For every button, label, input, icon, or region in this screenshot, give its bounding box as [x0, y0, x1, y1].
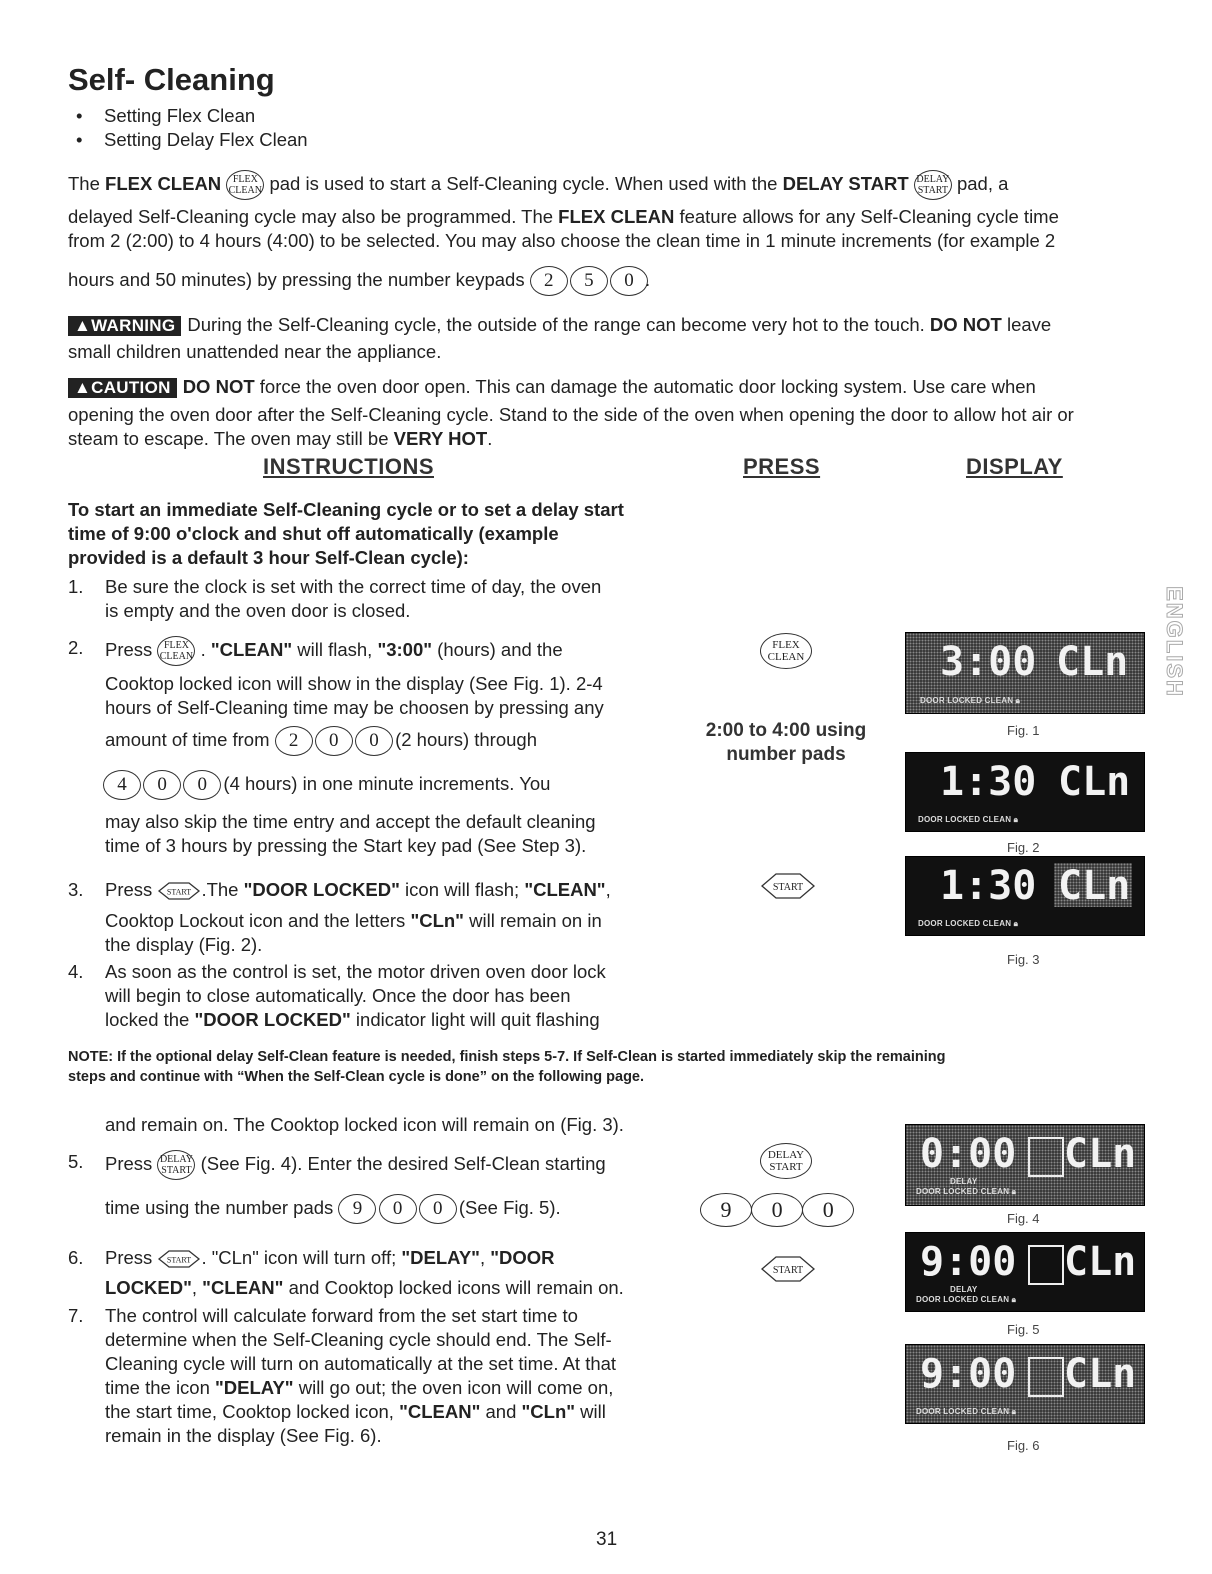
- step-2: 2. Press FLEX CLEAN . "CLEAN" will flash, "3:00" (hours) and the Cooktop locked icon will show in the display (See Fig. 1). 2-4 hours of Self-Cleaning time may be choosen by pressing any amount of time from 2 0 0 (2 hours) through 4 0 0 (4 hours) in one minute increments. You may also skip the time entry and accept the default cleaning time of 3 hours by pressing the Start key pad (See Step 3).: [68, 637, 604, 856]
- flex-clean-pad-icon: FLEX CLEAN: [760, 633, 812, 669]
- caution-label: ▲CAUTION: [68, 378, 177, 398]
- step-1: 1. Be sure the clock is set with the correct time of day, the oven is empty and the oven door is closed.: [68, 576, 602, 621]
- press-range-text: 2:00 to 4:00 using number pads: [705, 720, 867, 765]
- number-4-pad-icon: 4: [103, 770, 141, 800]
- caution-line-3: steam to escape. The oven may still be VERY HOT.: [68, 428, 493, 449]
- lcd-display-fig3: 1:30 CLn DOOR LOCKED CLEAN 🔒︎: [905, 856, 1145, 936]
- blank-digit-box: [1028, 1357, 1064, 1397]
- lock-icon: 🔒︎: [1013, 815, 1019, 824]
- blank-digit-box: [1028, 1137, 1064, 1177]
- intro-line-3: from 2 (2:00) to 4 hours (4:00) to be selected. You may also choose the clean time in 1 minute increments (for example 2: [68, 230, 1056, 251]
- step-5: 5. Press DELAY START (See Fig. 4). Enter the desired Self-Clean starting time using the number pads 9 0 0 (See Fig. 5).: [68, 1150, 668, 1230]
- number-9-pad-icon: 9: [700, 1193, 752, 1227]
- number-5-pad-icon: 5: [570, 266, 608, 296]
- number-0-pad-icon: 0: [183, 770, 221, 800]
- number-0-pad-icon: 0: [143, 770, 181, 800]
- press-header: PRESS: [743, 454, 821, 479]
- warning-line-1: ▲WARNING During the Self-Cleaning cycle, the outside of the range can become very hot to the touch. DO NOT leave: [68, 313, 1148, 337]
- figure-caption: Fig. 1: [1007, 723, 1040, 738]
- blank-digit-box: [1028, 1245, 1064, 1285]
- number-0-pad-icon: 0: [751, 1193, 803, 1227]
- number-0-pad-icon: 0: [419, 1194, 457, 1224]
- step-7: 7. The control will calculate forward from the set start time to determine when the Self-Cleaning cycle should end. The Self- Cleaning cycle will turn on automatically at the set time. At that time the icon "DELAY" will go out; the oven icon will come on, the start time, Cooktop locked icon, "CLEAN" and "CLn" will remain in the display (See Fig. 6).: [68, 1305, 617, 1446]
- page-number: 31: [596, 1529, 618, 1550]
- intro-line-1: The FLEX CLEAN FLEX CLEAN pad is used to start a Self-Cleaning cycle. When used with the DELAY START DELAY START pad, a: [68, 170, 1148, 200]
- start-pad-icon: [760, 1255, 816, 1283]
- press-delay-start-pad: [760, 1143, 812, 1179]
- svg-text:START: START: [167, 887, 192, 897]
- note-text: NOTE: If the optional delay Self-Clean feature is needed, finish steps 5-7. If Self-Clean is started immediately skip the remaining steps and continue with “When the Self-Clean cycle is done” on the following page.: [68, 1049, 946, 1085]
- number-0-pad-icon: 0: [315, 726, 353, 756]
- lock-icon: 🔒︎: [1011, 1295, 1017, 1304]
- step-3: 3. Press START .The "DOOR LOCKED" icon will flash; "CLEAN", Cooktop Lockout icon and the letters "CLn" will remain on in the display (Fig. 2).: [68, 879, 611, 955]
- start-pad-icon: [157, 881, 201, 901]
- number-2-pad-icon: 2: [530, 266, 568, 296]
- figure-caption: Fig. 3: [1007, 952, 1040, 967]
- number-0-pad-icon: 0: [355, 726, 393, 756]
- number-9-pad-icon: 9: [338, 1194, 376, 1224]
- step-4-continued: and remain on. The Cooktop locked icon will remain on (Fig. 3).: [105, 1114, 624, 1135]
- bullet-item: • Setting Delay Flex Clean: [76, 129, 308, 150]
- number-0-pad-icon: 0: [610, 266, 648, 296]
- svg-text:START: START: [772, 882, 804, 893]
- press-start-pad: [760, 872, 816, 906]
- lock-icon: 🔒︎: [1011, 1187, 1017, 1196]
- step-6: 6. Press START . "CLn" icon will turn off; "DELAY", "DOOR LOCKED", "CLEAN" and Cooktop locked icons will remain on.: [68, 1247, 624, 1298]
- warning-triangle-icon: ▲: [74, 316, 92, 335]
- delay-start-pad-icon: DELAY START: [914, 170, 952, 200]
- press-flex-clean-pad: [760, 633, 812, 669]
- step-4: 4. As soon as the control is set, the motor driven oven door lock will begin to close automatically. Once the door has been locked the "DOOR LOCKED" indicator light will quit flashing: [68, 961, 606, 1030]
- start-pad-icon: [157, 1249, 201, 1269]
- start-pad-icon: [760, 872, 816, 900]
- delay-start-pad-icon: DELAY START: [157, 1150, 195, 1180]
- lock-icon: 🔒︎: [1015, 696, 1021, 705]
- display-header: DISPLAY: [966, 454, 1063, 479]
- instructions-header: INSTRUCTIONS: [263, 454, 434, 479]
- lead-text: To start an immediate Self-Cleaning cycle or to set a delay start time of 9:00 o'clock and shut off automatically (example provided is a default 3 hour Self-Clean cycle):: [68, 499, 624, 568]
- warning-label: ▲WARNING: [68, 316, 181, 336]
- flex-clean-pad-icon: FLEX CLEAN: [226, 170, 264, 200]
- language-side-tab: ENGLISH: [1162, 586, 1187, 698]
- intro-line-4: hours and 50 minutes) by pressing the number keypads 2 5 0 .: [68, 266, 1148, 296]
- lcd-display-fig1: 3:00 CLn DOOR LOCKED CLEAN 🔒︎: [905, 632, 1145, 714]
- press-number-pads: [700, 1193, 851, 1227]
- caution-triangle-icon: ▲: [74, 378, 92, 397]
- number-0-pad-icon: 0: [379, 1194, 417, 1224]
- number-0-pad-icon: 0: [802, 1193, 854, 1227]
- press-start-pad: [760, 1255, 816, 1289]
- number-2-pad-icon: 2: [275, 726, 313, 756]
- delay-start-pad-icon: DELAY START: [760, 1143, 812, 1179]
- lcd-display-fig6: 9:00 CLn DOOR LOCKED CLEAN 🔒︎: [905, 1344, 1145, 1424]
- flex-clean-pad-icon: FLEX CLEAN: [157, 636, 195, 666]
- lcd-display-fig5: 9:00 CLn DELAY DOOR LOCKED CLEAN 🔒︎: [905, 1232, 1145, 1312]
- caution-line-1: ▲CAUTION DO NOT force the oven door open. This can damage the automatic door locking system. Use care when: [68, 375, 1148, 399]
- page-title: Self- Cleaning: [68, 62, 275, 97]
- caution-line-2: opening the oven door after the Self-Cleaning cycle. Stand to the side of the oven when opening the door to allow hot air or: [68, 404, 1074, 425]
- lock-icon: 🔒︎: [1011, 1407, 1017, 1416]
- figure-caption: Fig. 5: [1007, 1322, 1040, 1337]
- bullet-item: • Setting Flex Clean: [76, 105, 256, 126]
- figure-caption: Fig. 6: [1007, 1438, 1040, 1453]
- lcd-display-fig2: 1:30 CLn DOOR LOCKED CLEAN 🔒︎: [905, 752, 1145, 832]
- lock-icon: 🔒︎: [1013, 919, 1019, 928]
- warning-line-2: small children unattended near the appliance.: [68, 341, 442, 362]
- svg-text:START: START: [167, 1255, 192, 1265]
- figure-caption: Fig. 4: [1007, 1211, 1040, 1226]
- lcd-display-fig4: 0:00 CLn DELAY DOOR LOCKED CLEAN 🔒︎: [905, 1124, 1145, 1206]
- svg-text:START: START: [772, 1265, 804, 1276]
- figure-caption: Fig. 2: [1007, 840, 1040, 855]
- intro-line-2: delayed Self-Cleaning cycle may also be programmed. The FLEX CLEAN feature allows for any Self-Cleaning cycle time: [68, 206, 1059, 227]
